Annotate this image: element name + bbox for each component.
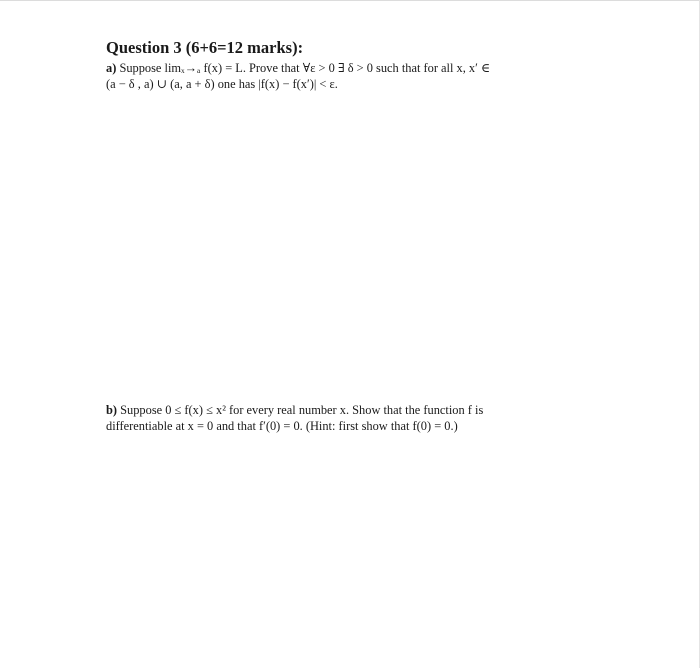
question-block — [106, 38, 586, 433]
question-title: Question 3 (6+6=12 marks): — [106, 38, 304, 57]
part-b-line-1 — [106, 402, 483, 418]
part-a-line-1 — [106, 60, 586, 76]
top-border — [0, 0, 700, 1]
part-b-label: b) — [106, 403, 118, 417]
part-b-line-2: differentiable at x = 0 and that f′(0) = 0. (Hint: first show that f(0) = 0.) — [106, 419, 458, 433]
part-b-text-1: Suppose 0 ≤ f(x) ≤ x² for every real number x. Show that the function f is — [120, 403, 484, 417]
part-a — [106, 60, 586, 92]
part-a-text-1: Suppose limₓ→ₐ f(x) = L. Prove that ∀ε > 0 ∃ δ > 0 such that for all x, x′ ∈ — [119, 61, 491, 75]
part-b — [106, 402, 483, 434]
part-a-line-2: (a − δ , a) ∪ (a, a + δ) one has |f(x) − f(x′)| < ε. — [106, 77, 338, 91]
part-a-label: a) — [106, 61, 117, 75]
